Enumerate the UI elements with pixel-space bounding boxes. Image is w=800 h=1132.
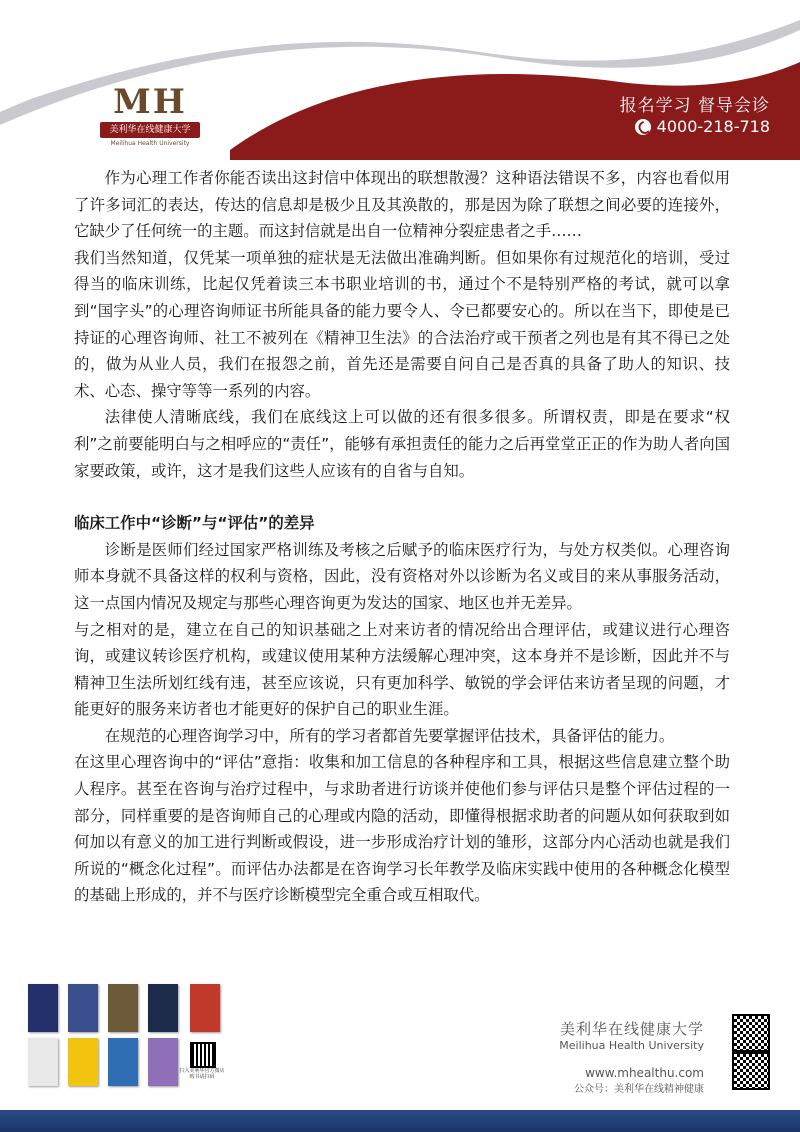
university-logo — [94, 74, 206, 154]
shop-qr-code — [190, 1042, 216, 1068]
book-cover — [28, 1038, 58, 1086]
book-cover — [108, 1038, 138, 1086]
paragraph: 诊断是医师们经过国家严格训练及考核之后赋予的临床医疗行为，与处方权类似。心理咨询师本身就不具备这样的权利与资格，因此，没有资格对外以诊断为名义或目的来从事服务活动，这一点国内情况及规定与那些心理咨询更为发达的国家、地区也并无差异。 — [74, 540, 730, 612]
phone-number: 4000-218-718 — [656, 117, 770, 136]
header-slogan: 报名学习 督导会诊 — [619, 96, 770, 116]
book-cover — [68, 984, 98, 1032]
header-phone — [635, 117, 770, 136]
footer-brand — [559, 1018, 704, 1095]
paragraph: 与之相对的是，建立在自己的知识基础之上对来访者的情况给出合理评估，或建议进行心理咨询，或建议转诊医疗机构，或建议使用某种方法缓解心理冲突，这本身并不是诊断，因此并不与精神卫生法所划红线有违，甚至应该说，只有更加科学、敏锐的学会评估来访者呈现的问题，才能更好的服务来访者也才能更好的保护自己的职业生涯。 — [74, 620, 730, 719]
paragraph: 在这里心理咨询中的“评估”意指：收集和加工信息的各种程序和工具，根据这些信息建立整个助人程序。甚至在咨询与治疗过程中，与求助者进行访谈并使他们参与评估只是整个评估过程的一部分，同样重要的是咨询师自己的心理或内隐的活动，即懂得根据求助者的问题从如何获取到如何加以有意义的加工进行判断或假设，进一步形成治疗计划的雏形，这部分内心活动也就是我们所说的“概念化过程”。而评估办法都是在咨询学习长年教学及临床实践中使用的各种概念化模型的基础上形成的，并不与医疗诊断模型完全重合或互相取代。 — [74, 753, 730, 905]
shop-qr-caption: 扫入美利华官方微店购书请扫码 — [179, 1068, 225, 1080]
footer-url: www.mhealthu.com — [585, 1066, 704, 1080]
footer-bar — [0, 1110, 800, 1132]
paragraph: 我们当然知道，仅凭某一项单独的症状是无法做出准确判断。但如果你有过规范化的培训，受过得当的临床训练，比起仅凭着读三本书职业培训的书，通过个不是特别严格的考试，就可以拿到“国字头”的心理咨询师证书所能具备的能力要令人、令已都要安心的。所以在当下，即使是已持证的心理咨询师、社工不被列在《精神卫生法》的合法治疗或干预者之列也是有其不得已之处的，做为从业人员，我们在报怨之前，首先还是需要自问自己是否真的具备了助人的知识、技术、心态、操守等等一系列的内容。 — [74, 248, 730, 400]
section-title: 临床工作中“诊断”与“评估”的差异 — [74, 514, 315, 533]
footer-wechat: 公众号：美利华在线精神健康 — [574, 1084, 704, 1095]
wechat-qr-code — [732, 1052, 770, 1090]
book-cover — [68, 1038, 98, 1086]
footer-brand-cn: 美利华在线健康大学 — [559, 1020, 704, 1038]
logo-english-name: Meilihua Health University — [110, 140, 190, 147]
logo-ribbon: 美利华在线健康大学 — [100, 122, 200, 138]
footer-brand-en: Meilihua Health University — [559, 1039, 704, 1052]
book-cover — [148, 984, 178, 1032]
book-cover — [28, 984, 58, 1032]
book-cover — [190, 984, 220, 1032]
book-cover — [148, 1038, 178, 1086]
paragraph: 法律使人清晰底线，我们在底线这上可以做的还有很多很多。所谓权责，即是在要求“权利”之前要能明白与之相呼应的“责任”，能够有承担责任的能力之后再堂堂正正的作为助人者向国家要政策，或许，这才是我们这些人应该有的自省与自知。 — [74, 408, 730, 480]
book-cover — [108, 984, 138, 1032]
paragraph: 作为心理工作者你能否读出这封信中体现出的联想散漫？这种语法错误不多，内容也看似用了许多词汇的表达，传达的信息却是极少且及其涣散的，那是因为除了联想之间必要的连接外，它缺少了任何统一的主题。而这封信就是出自一位精神分裂症患者之手…… — [74, 169, 730, 241]
website-qr-code — [732, 1014, 770, 1052]
logo-mark: MH — [113, 82, 187, 122]
paragraph: 在规范的心理咨询学习中，所有的学习者都首先要掌握评估技术，具备评估的能力。 — [104, 726, 675, 745]
phone-icon — [635, 119, 651, 135]
article-body — [74, 165, 730, 909]
